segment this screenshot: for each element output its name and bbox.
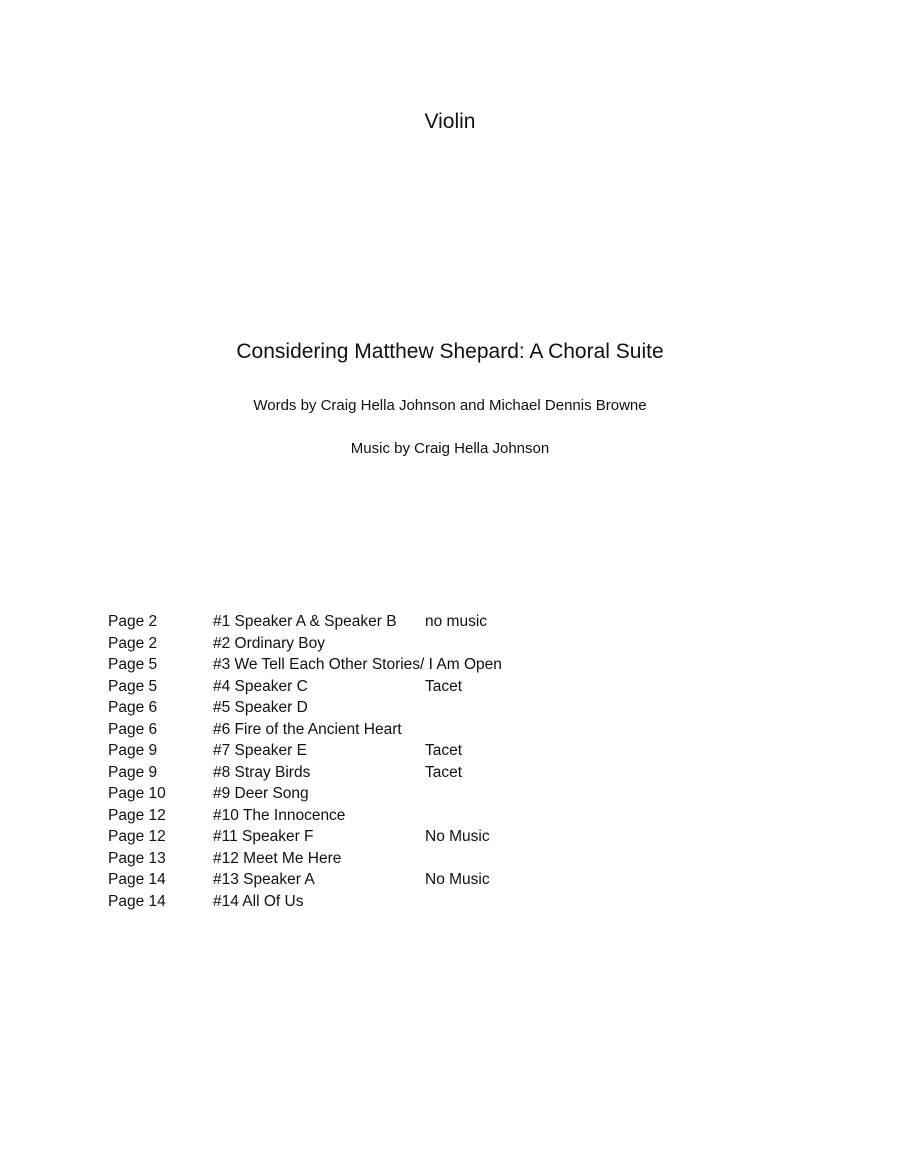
page-number: Page 9 (108, 763, 158, 781)
contents-list (108, 611, 608, 912)
contents-row (108, 611, 608, 633)
piece-note: Tacet (425, 742, 463, 759)
piece-title: #13 Speaker A (213, 871, 315, 888)
piece-title: #8 Stray Birds (213, 763, 311, 781)
piece-note: no music (425, 613, 488, 630)
music-credit: Music by Craig Hella Johnson (350, 440, 550, 457)
page-number: Page 14 (108, 892, 166, 910)
piece-title: #10 The Innocence (213, 806, 346, 824)
piece-title: #4 Speaker C (213, 677, 308, 695)
contents-row (108, 740, 608, 762)
contents-row (108, 891, 608, 913)
contents-row (108, 805, 608, 827)
contents-row (108, 719, 608, 741)
page-number: Page 2 (108, 613, 158, 630)
piece-title: #9 Deer Song (213, 785, 309, 802)
piece-title: #2 Ordinary Boy (213, 634, 325, 652)
piece-title: #11 Speaker F (213, 828, 314, 845)
piece-note: No Music (425, 828, 490, 845)
contents-row (108, 869, 608, 891)
contents-row (108, 762, 608, 784)
piece-title: #3 We Tell Each Other Stories/ I Am Open (213, 656, 502, 673)
page-number: Page 6 (108, 720, 158, 738)
suite-title: Considering Matthew Shepard: A Choral Suite (236, 340, 664, 363)
piece-title: #14 All Of Us (213, 892, 304, 910)
contents-row (108, 783, 608, 805)
page-number: Page 6 (108, 699, 158, 716)
piece-title: #5 Speaker D (213, 699, 308, 716)
page-number: Page 5 (108, 656, 158, 673)
contents-row (108, 676, 608, 698)
instrument-heading: Violin (424, 110, 476, 133)
page-number: Page 14 (108, 871, 166, 888)
page-number: Page 5 (108, 677, 158, 695)
page-number: Page 2 (108, 634, 158, 652)
piece-title: #1 Speaker A & Speaker B (213, 613, 397, 630)
contents-row (108, 826, 608, 848)
page-number: Page 13 (108, 849, 166, 867)
contents-row (108, 654, 608, 676)
page-number: Page 10 (108, 785, 166, 802)
piece-note: No Music (425, 871, 490, 888)
piece-title: #7 Speaker E (213, 742, 307, 759)
page-number: Page 12 (108, 828, 166, 845)
page-number: Page 12 (108, 806, 166, 824)
piece-title: #12 Meet Me Here (213, 849, 342, 867)
piece-note: Tacet (425, 763, 463, 781)
words-credit: Words by Craig Hella Johnson and Michael Dennis Browne (253, 397, 647, 414)
page-number: Page 9 (108, 742, 158, 759)
contents-row (108, 633, 608, 655)
contents-row (108, 697, 608, 719)
contents-row (108, 848, 608, 870)
piece-note: Tacet (425, 677, 463, 695)
piece-title: #6 Fire of the Ancient Heart (213, 720, 402, 738)
